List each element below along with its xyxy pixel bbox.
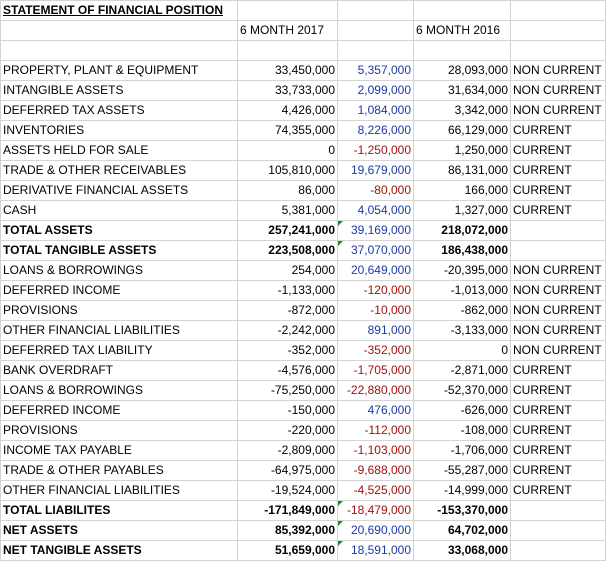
classification[interactable]: CURRENT [511, 421, 606, 441]
value-change[interactable]: 20,649,000 [338, 261, 414, 281]
empty-cell[interactable] [511, 21, 606, 41]
table-row [1, 521, 606, 541]
header-2016[interactable]: 6 MONTH 2016 [414, 21, 511, 41]
value-2017[interactable]: 257,241,000 [238, 221, 338, 241]
classification[interactable]: NON CURRENT [511, 321, 606, 341]
value-change[interactable]: 1,084,000 [338, 101, 414, 121]
value-change[interactable]: -18,479,000 [338, 501, 414, 521]
value-2017[interactable]: 105,810,000 [238, 161, 338, 181]
row-label[interactable]: INCOME TAX PAYABLE [1, 441, 238, 461]
row-label[interactable]: INVENTORIES [1, 121, 238, 141]
row-label[interactable]: NET TANGIBLE ASSETS [1, 541, 238, 561]
value-2017[interactable]: 4,426,000 [238, 101, 338, 121]
table-row [1, 461, 606, 481]
row-label[interactable]: INTANGIBLE ASSETS [1, 81, 238, 101]
value-change[interactable]: 20,690,000 [338, 521, 414, 541]
value-2017[interactable]: -2,809,000 [238, 441, 338, 461]
table-row [1, 101, 606, 121]
value-2016[interactable]: 3,342,000 [414, 101, 511, 121]
classification[interactable]: NON CURRENT [511, 101, 606, 121]
value-2016[interactable]: -14,999,000 [414, 481, 511, 501]
value-change[interactable]: -10,000 [338, 301, 414, 321]
empty-cell[interactable] [511, 41, 606, 61]
value-2017[interactable]: 86,000 [238, 181, 338, 201]
value-2017[interactable]: 85,392,000 [238, 521, 338, 541]
value-2016[interactable]: 86,131,000 [414, 161, 511, 181]
value-change[interactable]: 8,226,000 [338, 121, 414, 141]
value-change[interactable]: -1,250,000 [338, 141, 414, 161]
row-label[interactable]: OTHER FINANCIAL LIABILITIES [1, 321, 238, 341]
row-label[interactable]: PROPERTY, PLANT & EQUIPMENT [1, 61, 238, 81]
empty-cell[interactable] [238, 41, 338, 61]
title-row [1, 1, 606, 21]
classification[interactable]: NON CURRENT [511, 61, 606, 81]
value-2017[interactable]: 5,381,000 [238, 201, 338, 221]
value-2017[interactable]: -872,000 [238, 301, 338, 321]
value-change[interactable]: 39,169,000 [338, 221, 414, 241]
value-2016[interactable]: -3,133,000 [414, 321, 511, 341]
value-2016[interactable]: 218,072,000 [414, 221, 511, 241]
value-change[interactable]: 891,000 [338, 321, 414, 341]
value-2017[interactable]: 254,000 [238, 261, 338, 281]
sheet-body [1, 1, 606, 561]
classification[interactable]: CURRENT [511, 381, 606, 401]
value-change[interactable]: -1,705,000 [338, 361, 414, 381]
value-2016[interactable]: 0 [414, 341, 511, 361]
empty-cell[interactable] [511, 1, 606, 21]
value-2016[interactable]: 186,438,000 [414, 241, 511, 261]
classification[interactable] [511, 241, 606, 261]
row-label[interactable]: LOANS & BORROWINGS [1, 381, 238, 401]
value-2016[interactable]: 1,327,000 [414, 201, 511, 221]
row-label[interactable]: ASSETS HELD FOR SALE [1, 141, 238, 161]
value-2016[interactable]: -108,000 [414, 421, 511, 441]
value-change[interactable]: -9,688,000 [338, 461, 414, 481]
value-change[interactable]: -80,000 [338, 181, 414, 201]
empty-cell[interactable] [338, 21, 414, 41]
table-row [1, 261, 606, 281]
value-2016[interactable]: -862,000 [414, 301, 511, 321]
empty-cell[interactable] [338, 1, 414, 21]
table-row [1, 141, 606, 161]
value-2017[interactable]: -1,133,000 [238, 281, 338, 301]
empty-cell[interactable] [414, 41, 511, 61]
table-row [1, 501, 606, 521]
value-change[interactable]: -112,000 [338, 421, 414, 441]
value-change[interactable]: 2,099,000 [338, 81, 414, 101]
value-2016[interactable]: 33,068,000 [414, 541, 511, 561]
table-row [1, 381, 606, 401]
classification[interactable]: CURRENT [511, 461, 606, 481]
value-2017[interactable]: -4,576,000 [238, 361, 338, 381]
row-label[interactable]: TRADE & OTHER PAYABLES [1, 461, 238, 481]
row-label[interactable]: PROVISIONS [1, 301, 238, 321]
row-label[interactable]: TRADE & OTHER RECEIVABLES [1, 161, 238, 181]
classification[interactable]: CURRENT [511, 161, 606, 181]
value-2016[interactable]: -153,370,000 [414, 501, 511, 521]
classification[interactable]: NON CURRENT [511, 301, 606, 321]
table-row [1, 121, 606, 141]
value-2017[interactable]: -150,000 [238, 401, 338, 421]
value-2016[interactable]: -20,395,000 [414, 261, 511, 281]
table-row [1, 181, 606, 201]
row-label[interactable]: DEFERRED INCOME [1, 281, 238, 301]
row-label[interactable]: CASH [1, 201, 238, 221]
table-row [1, 81, 606, 101]
table-row [1, 161, 606, 181]
table-row [1, 421, 606, 441]
table-row [1, 341, 606, 361]
table-row [1, 241, 606, 261]
classification[interactable] [511, 221, 606, 241]
value-2017[interactable]: -220,000 [238, 421, 338, 441]
value-2017[interactable]: -19,524,000 [238, 481, 338, 501]
value-change[interactable]: 5,357,000 [338, 61, 414, 81]
value-2017[interactable]: 33,733,000 [238, 81, 338, 101]
value-change[interactable]: 4,054,000 [338, 201, 414, 221]
row-label[interactable]: DEFERRED TAX LIABILITY [1, 341, 238, 361]
table-row [1, 201, 606, 221]
value-change[interactable]: -352,000 [338, 341, 414, 361]
classification[interactable]: CURRENT [511, 121, 606, 141]
value-change[interactable]: 18,591,000 [338, 541, 414, 561]
table-row [1, 481, 606, 501]
value-change[interactable]: -120,000 [338, 281, 414, 301]
row-label[interactable]: PROVISIONS [1, 421, 238, 441]
value-2017[interactable]: 51,659,000 [238, 541, 338, 561]
value-2017[interactable]: -171,849,000 [238, 501, 338, 521]
header-row [1, 21, 606, 41]
value-2017[interactable]: -64,975,000 [238, 461, 338, 481]
value-change[interactable]: -1,103,000 [338, 441, 414, 461]
value-2017[interactable]: -2,242,000 [238, 321, 338, 341]
empty-cell[interactable] [1, 21, 238, 41]
classification[interactable]: NON CURRENT [511, 81, 606, 101]
row-label[interactable]: LOANS & BORROWINGS [1, 261, 238, 281]
table-row [1, 281, 606, 301]
row-label[interactable]: NET ASSETS [1, 521, 238, 541]
row-label[interactable]: DERIVATIVE FINANCIAL ASSETS [1, 181, 238, 201]
sheet-title[interactable]: STATEMENT OF FINANCIAL POSITION [1, 1, 238, 21]
header-2017[interactable]: 6 MONTH 2017 [238, 21, 338, 41]
value-change[interactable]: 476,000 [338, 401, 414, 421]
classification[interactable]: CURRENT [511, 141, 606, 161]
empty-cell[interactable] [338, 41, 414, 61]
empty-cell[interactable] [1, 41, 238, 61]
value-2017[interactable]: 223,508,000 [238, 241, 338, 261]
classification[interactable]: NON CURRENT [511, 281, 606, 301]
value-2016[interactable]: 31,634,000 [414, 81, 511, 101]
table-row [1, 61, 606, 81]
classification[interactable]: CURRENT [511, 481, 606, 501]
classification[interactable]: NON CURRENT [511, 261, 606, 281]
value-2016[interactable]: 166,000 [414, 181, 511, 201]
table-row [1, 301, 606, 321]
row-label[interactable]: TOTAL TANGIBLE ASSETS [1, 241, 238, 261]
table-row [1, 541, 606, 561]
value-change[interactable]: 19,679,000 [338, 161, 414, 181]
row-label[interactable]: BANK OVERDRAFT [1, 361, 238, 381]
value-2016[interactable]: 64,702,000 [414, 521, 511, 541]
value-2016[interactable]: -1,706,000 [414, 441, 511, 461]
value-2017[interactable]: 0 [238, 141, 338, 161]
value-2017[interactable]: 33,450,000 [238, 61, 338, 81]
classification[interactable] [511, 541, 606, 561]
value-2016[interactable]: -55,287,000 [414, 461, 511, 481]
value-change[interactable]: 37,070,000 [338, 241, 414, 261]
classification[interactable]: CURRENT [511, 201, 606, 221]
value-change[interactable]: -4,525,000 [338, 481, 414, 501]
row-label[interactable]: DEFERRED TAX ASSETS [1, 101, 238, 121]
table-row [1, 441, 606, 461]
value-2016[interactable]: -2,871,000 [414, 361, 511, 381]
value-2016[interactable]: 28,093,000 [414, 61, 511, 81]
empty-cell[interactable] [238, 1, 338, 21]
value-change[interactable]: -22,880,000 [338, 381, 414, 401]
value-2017[interactable]: -352,000 [238, 341, 338, 361]
classification[interactable]: NON CURRENT [511, 341, 606, 361]
empty-cell[interactable] [414, 1, 511, 21]
classification[interactable]: CURRENT [511, 361, 606, 381]
value-2016[interactable]: 66,129,000 [414, 121, 511, 141]
classification[interactable] [511, 521, 606, 541]
row-label[interactable]: OTHER FINANCIAL LIABILITIES [1, 481, 238, 501]
classification[interactable]: CURRENT [511, 441, 606, 461]
value-2016[interactable]: 1,250,000 [414, 141, 511, 161]
table-row [1, 401, 606, 421]
classification[interactable]: CURRENT [511, 181, 606, 201]
classification[interactable] [511, 501, 606, 521]
classification[interactable]: CURRENT [511, 401, 606, 421]
value-2016[interactable]: -52,370,000 [414, 381, 511, 401]
table-row [1, 361, 606, 381]
row-label[interactable]: DEFERRED INCOME [1, 401, 238, 421]
value-2016[interactable]: -1,013,000 [414, 281, 511, 301]
value-2017[interactable]: -75,250,000 [238, 381, 338, 401]
table-row [1, 221, 606, 241]
value-2017[interactable]: 74,355,000 [238, 121, 338, 141]
blank-row [1, 41, 606, 61]
row-label[interactable]: TOTAL LIABILITES [1, 501, 238, 521]
table-row [1, 321, 606, 341]
row-label[interactable]: TOTAL ASSETS [1, 221, 238, 241]
value-2016[interactable]: -626,000 [414, 401, 511, 421]
